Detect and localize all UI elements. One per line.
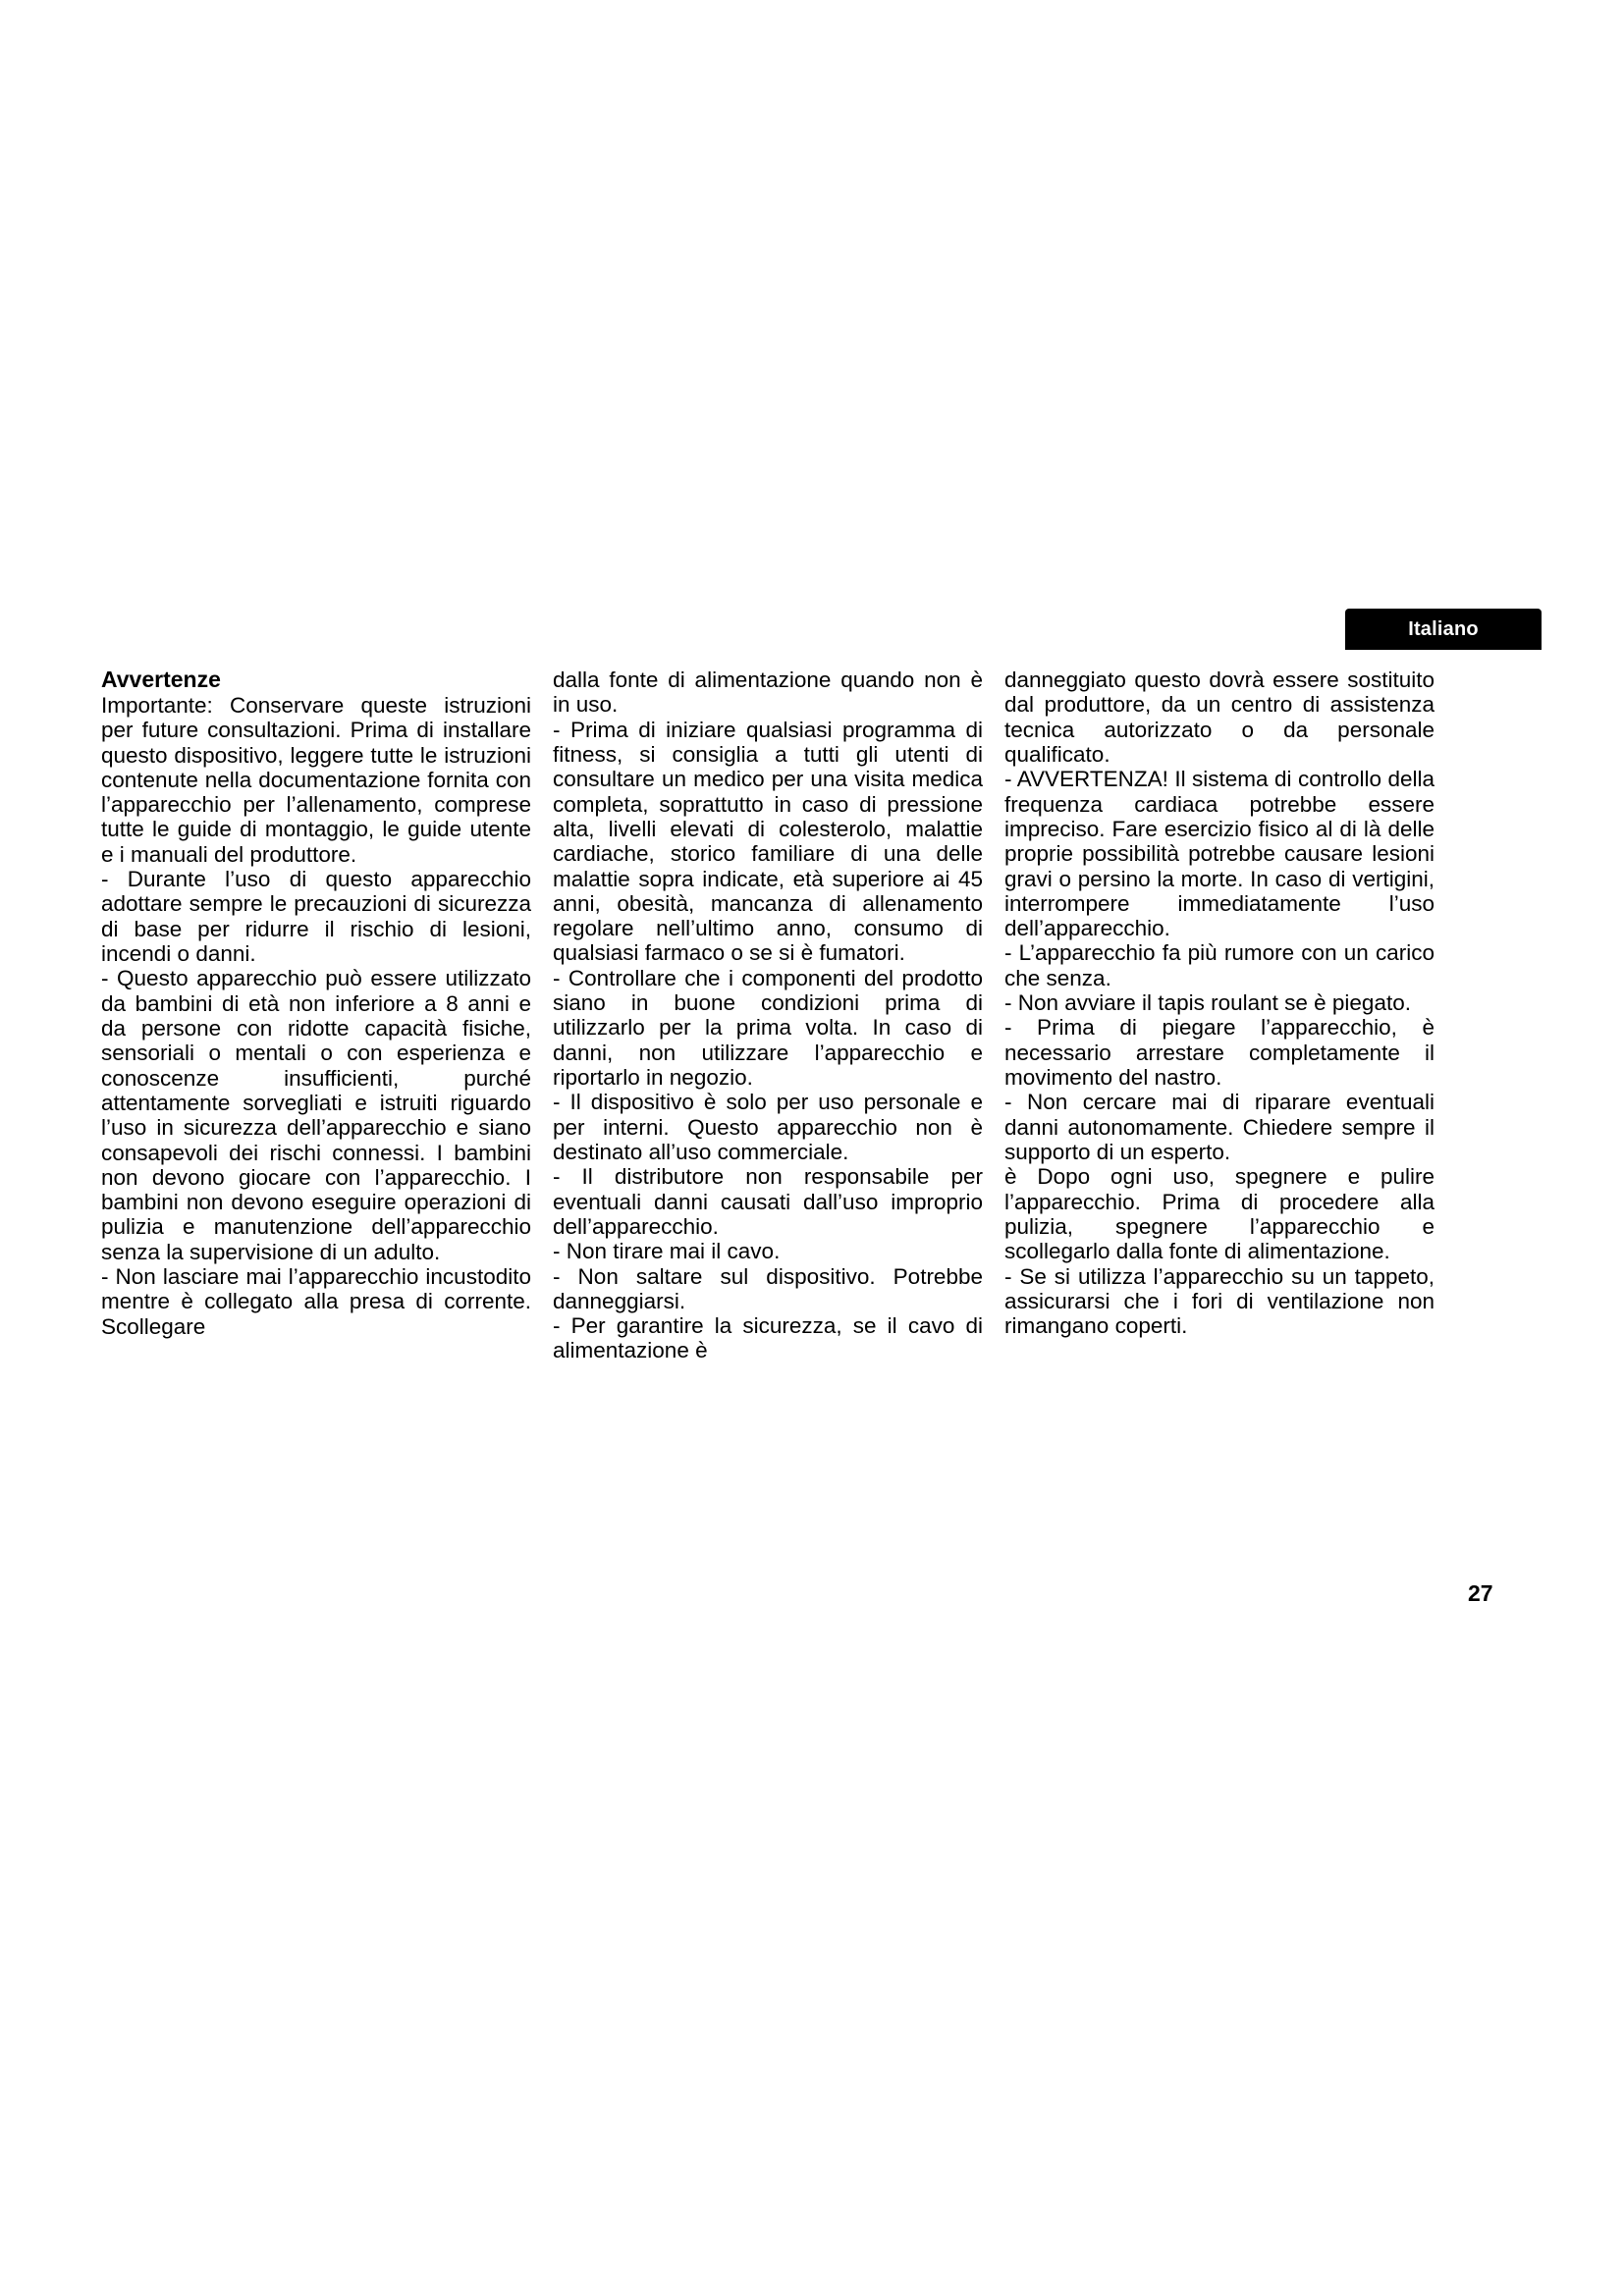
paragraph: Importante: Conservare queste istruzioni per future consultazioni. Prima di installare questo dispositivo, leggere tutte le istruzioni contenute nella documentazione fornita con l’apparecchio per l’allenamento, comprese tutte le guide di montaggio, le guide utente e i manuali del produttore. [101, 692, 531, 867]
paragraph: - Non cercare mai di riparare eventuali danni autonomamente. Chiedere sempre il supporto di un esperto. [1004, 1090, 1435, 1164]
paragraph: danneggiato questo dovrà essere sostituito dal produttore, da un centro di assistenza tecnica autorizzato o da personale qualificato. [1004, 667, 1435, 767]
paragraph: - Non lasciare mai l’apparecchio incustodito mentre è collegato alla presa di corrente. Scollegare [101, 1264, 531, 1339]
language-tab [1345, 609, 1542, 650]
paragraph: - Il dispositivo è solo per uso personale e per interni. Questo apparecchio non è destinato all’uso commerciale. [553, 1090, 983, 1164]
paragraph: - Controllare che i componenti del prodotto siano in buone condizioni prima di utilizzarlo per la prima volta. In caso di danni, non utilizzare l’apparecchio e riportarlo in negozio. [553, 965, 983, 1090]
column-2 [553, 667, 983, 1363]
language-tab-label: Italiano [1408, 617, 1479, 640]
page-number: 27 [1468, 1580, 1493, 1606]
paragraph: - L’apparecchio fa più rumore con un carico che senza. [1004, 940, 1435, 990]
paragraph: - Non tirare mai il cavo. [553, 1239, 781, 1264]
paragraph: dalla fonte di alimentazione quando non è in uso. [553, 667, 983, 718]
paragraph: - AVVERTENZA! Il sistema di controllo della frequenza cardiaca potrebbe essere impreciso. Fare esercizio fisico al di là delle proprie possibilità potrebbe causare lesioni gravi o persino la morte. In caso di vertigini, interrompere immediatamente l’uso dell’apparecchio. [1004, 767, 1435, 941]
section-heading: Avvertenze [101, 667, 221, 692]
paragraph: - Prima di piegare l’apparecchio, è necessario arrestare completamente il movimento del nastro. [1004, 1015, 1435, 1090]
paragraph: - Non avviare il tapis roulant se è piegato. [1004, 990, 1411, 1016]
paragraph: - Prima di iniziare qualsiasi programma di fitness, si consiglia a tutti gli utenti di consultare un medico per una visita medica completa, soprattutto in caso di pressione alta, livelli elevati di colesterolo, malattie cardiache, storico familiare di una delle malattie sopra indicate, età superiore ai 45 anni, obesità, mancanza di allenamento regolare nell’ultimo anno, consumo di qualsiasi farmaco o se si è fumatori. [553, 717, 983, 966]
paragraph: - Il distributore non responsabile per eventuali danni causati dall’uso improprio dell’apparecchio. [553, 1164, 983, 1239]
paragraph: è Dopo ogni uso, spegnere e pulire l’apparecchio. Prima di procedere alla pulizia, spegnere l’apparecchio e scollegarlo dalla fonte di alimentazione. [1004, 1164, 1435, 1264]
paragraph: - Durante l’uso di questo apparecchio adottare sempre le precauzioni di sicurezza di base per ridurre il rischio di lesioni, incendi o danni. [101, 867, 531, 966]
column-1 [101, 667, 531, 1363]
paragraph: - Non saltare sul dispositivo. Potrebbe danneggiarsi. [553, 1263, 983, 1313]
paragraph: - Se si utilizza l’apparecchio su un tappeto, assicurarsi che i fori di ventilazione non rimangano coperti. [1004, 1263, 1435, 1339]
paragraph: - Per garantire la sicurezza, se il cavo di alimentazione è [553, 1313, 983, 1363]
text-columns [101, 667, 1436, 1363]
column-3 [1004, 667, 1435, 1363]
paragraph: - Questo apparecchio può essere utilizzato da bambini di età non inferiore a 8 anni e da persone con ridotte capacità fisiche, sensoriali o mentali o con esperienza e conoscenze insufficienti, purché attentamente sorvegliati e istruiti riguardo l’uso in sicurezza dell’apparecchio e siano consapevoli dei rischi connessi. I bambini non devono giocare con l’apparecchio. I bambini non devono eseguire operazioni di pulizia e manutenzione dell’apparecchio senza la supervisione di un adulto. [101, 966, 531, 1264]
